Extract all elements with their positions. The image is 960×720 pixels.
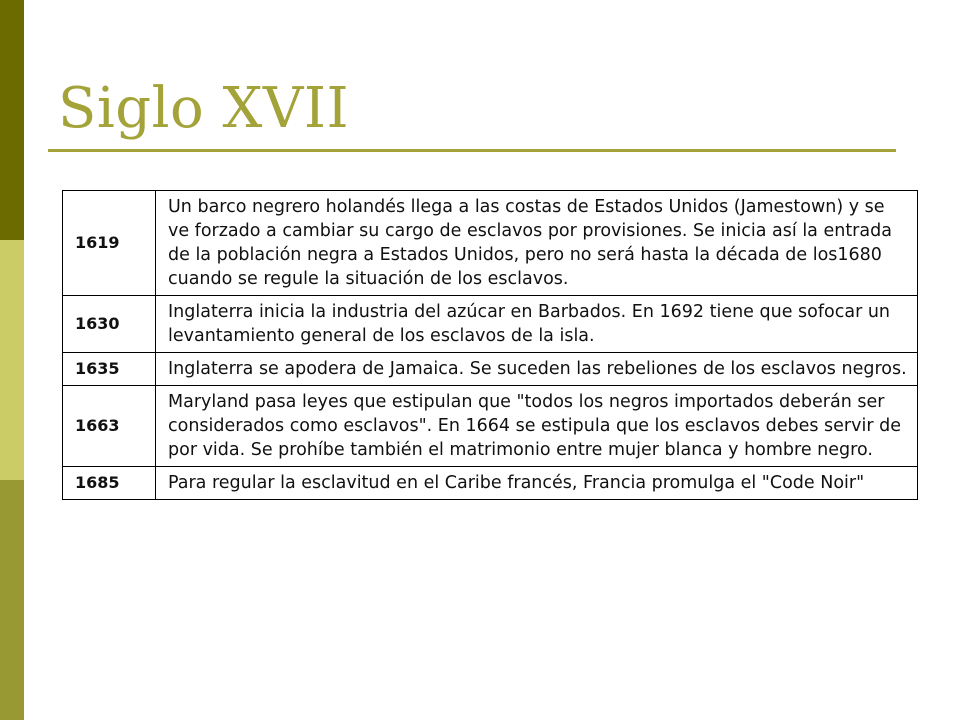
table-row	[63, 353, 918, 386]
description-cell: Para regular la esclavitud en el Caribe francés, Francia promulga el "Code Noir"	[156, 467, 918, 500]
sidebar-segment-top	[0, 0, 24, 240]
year-cell: 1619	[63, 191, 156, 296]
description-cell: Maryland pasa leyes que estipulan que "todos los negros importados deberán ser considerados como esclavos". En 1664 se estipula que los esclavos debes servir de por vida. Se prohíbe también el matrimonio entre mujer blanca y hombre negro.	[156, 386, 918, 467]
year-cell: 1635	[63, 353, 156, 386]
year-cell: 1630	[63, 296, 156, 353]
timeline-table	[62, 190, 918, 500]
sidebar-segment-bottom	[0, 480, 24, 720]
table-row	[63, 386, 918, 467]
table-row	[63, 191, 918, 296]
description-cell: Inglaterra inicia la industria del azúcar en Barbados. En 1692 tiene que sofocar un levantamiento general de los esclavos de la isla.	[156, 296, 918, 353]
slide-title: Siglo XVII	[58, 76, 350, 141]
description-cell: Un barco negrero holandés llega a las costas de Estados Unidos (Jamestown) y se ve forzado a cambiar su cargo de esclavos por provisiones. Se inicia así la entrada de la población negra a Estados Unidos, pero no será hasta la década de los1680 cuando se regule la situación de los esclavos.	[156, 191, 918, 296]
table-row	[63, 296, 918, 353]
year-cell: 1685	[63, 467, 156, 500]
description-cell: Inglaterra se apodera de Jamaica. Se suceden las rebeliones de los esclavos negros.	[156, 353, 918, 386]
table-row	[63, 467, 918, 500]
sidebar-segment-middle	[0, 240, 24, 480]
year-cell: 1663	[63, 386, 156, 467]
title-underline	[48, 149, 896, 152]
